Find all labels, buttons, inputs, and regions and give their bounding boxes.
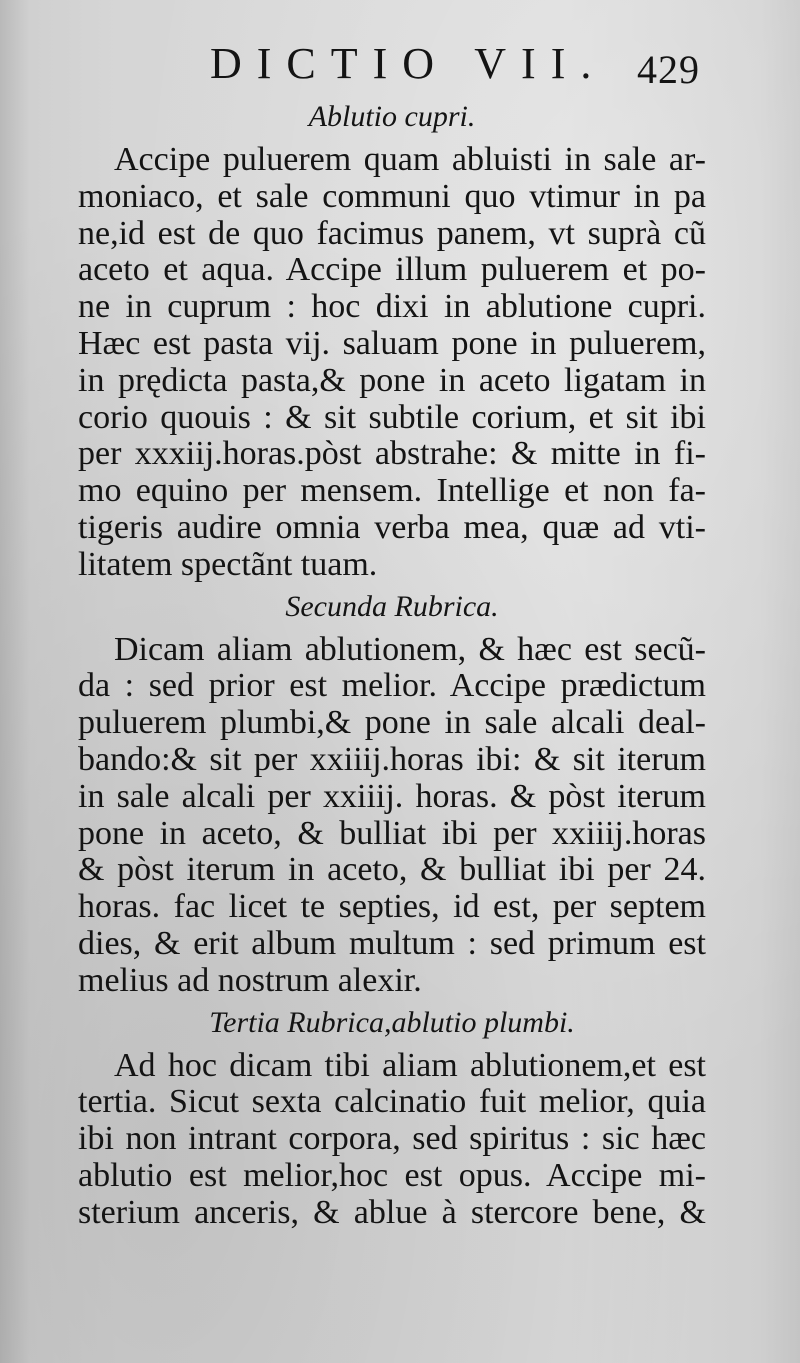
section-heading: Ablutio cupri. [308, 100, 476, 133]
paragraph [78, 1048, 706, 1232]
text-line: tertia. Sicut sexta calcinatio fuit melior, quia [78, 1084, 706, 1121]
text-line: Accipe puluerem quam abluisti in sale ar- [114, 142, 706, 178]
section-heading: Tertia Rubrica,ablutio plumbi. [209, 1005, 575, 1039]
text-line: ne,id est de quo facimus panem, vt suprà cũ [78, 215, 706, 252]
text-line: corio quouis : & sit subtile corium, et sit ibi [78, 399, 706, 436]
text-line: Dicam aliam ablutionem, & hæc est secũ- [114, 631, 706, 668]
text-line: ibi non intrant corpora, sed spiritus : sic hæc [78, 1121, 706, 1158]
text-line: tigeris audire omnia verba mea, quæ ad vti- [78, 509, 706, 546]
text-line: mo equino per mensem. Intellige et non fa- [78, 473, 706, 510]
text-line: sterium anceris, & ablue à stercore bene, & [78, 1194, 706, 1231]
text-line: pone in aceto, & bulliat ibi per xxiiij.horas [78, 815, 706, 852]
text-line: dies, & erit album multum : sed primum est [78, 925, 706, 962]
page-number: 429 [637, 47, 700, 92]
text-line: Hæc est pasta vij. saluam pone in puluerem, [78, 325, 706, 362]
text-line: aceto et aqua. Accipe illum puluerem et po- [78, 252, 706, 289]
section-heading: Secunda Rubrica. [285, 589, 499, 623]
text-line: ablutio est melior,hoc est opus. Accipe mi- [78, 1157, 706, 1194]
text-block [78, 100, 706, 1232]
paragraph [78, 142, 706, 584]
text-line: da : sed prior est melior. Accipe prædictum [78, 668, 706, 705]
text-line: Ad hoc dicam tibi aliam ablutionem,et est [114, 1047, 706, 1084]
text-line: litatem spectãnt tuam. [78, 546, 378, 583]
text-line: bando:& sit per xxiiij.horas ibi: & sit iterum [78, 741, 706, 778]
running-title: DICTIO VII. [210, 39, 607, 88]
text-line: in prędicta pasta,& pone in aceto ligatam in [78, 362, 706, 399]
text-line: & pòst iterum in aceto, & bulliat ibi per 24. [78, 852, 706, 889]
text-line: in sale alcali per xxiiij. horas. & pòst iterum [78, 778, 706, 815]
paragraph [78, 632, 706, 1000]
text-line: moniaco, et sale communi quo vtimur in pa [78, 178, 706, 215]
text-line: ne in cuprum : hoc dixi in ablutione cupri. [78, 289, 706, 326]
text-line: per xxxiij.horas.pòst abstrahe: & mitte in fi- [78, 436, 706, 473]
text-line: horas. fac licet te septies, id est, per septem [78, 889, 706, 926]
text-line: melius ad nostrum alexir. [78, 962, 422, 999]
text-line: puluerem plumbi,& pone in sale alcali deal- [78, 705, 706, 742]
